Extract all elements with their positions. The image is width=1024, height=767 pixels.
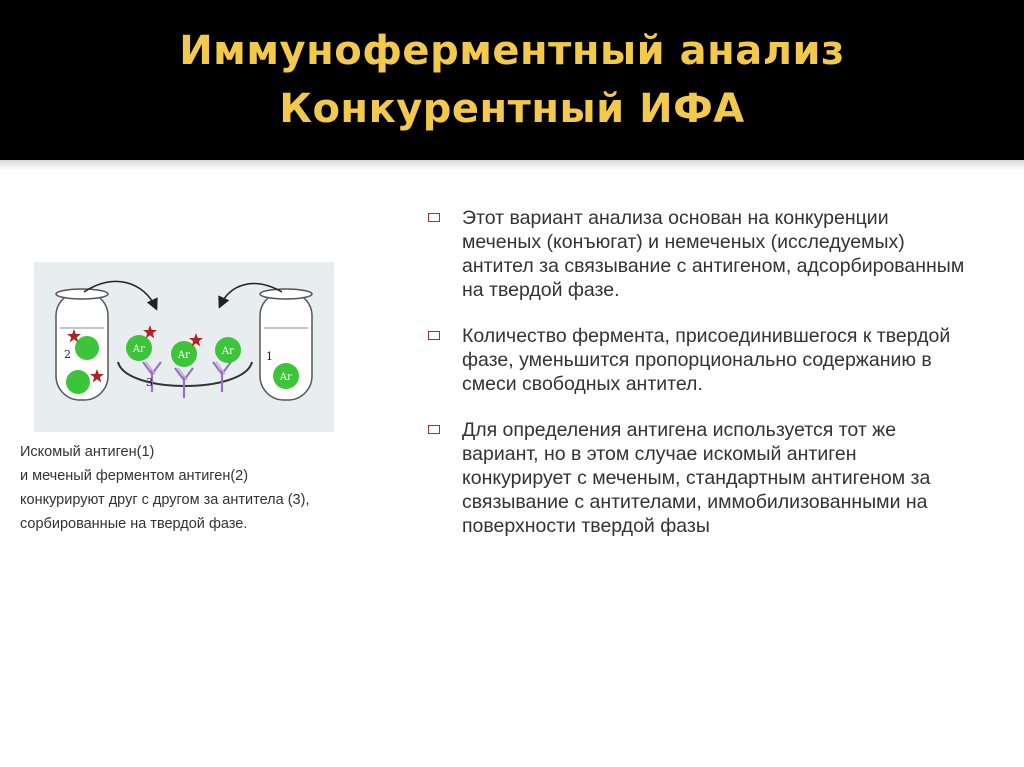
caption-line: конкурируют друг с другом за антитела (3), — [20, 492, 310, 508]
bullet-item — [428, 206, 968, 302]
antigen-label: Аг — [132, 344, 146, 355]
antigen-labeled-1 — [75, 336, 99, 360]
header — [0, 0, 1024, 160]
diagram-caption — [20, 440, 400, 536]
bullet-text: Количество фермента, присоединившегося к твердой фазе, уменьшится пропорционально содержанию в смеси свободных антител. — [462, 325, 951, 395]
bullet-text: Этот вариант анализа основан на конкуренции меченых (конъюгат) и немеченых (исследуемых) антител за связывание с антигеном, адсорбированным на твердой фазе. — [462, 207, 965, 301]
square-bullet-icon — [428, 425, 440, 434]
bullet-item — [428, 418, 968, 538]
title-line-1: Иммуноферментный анализ — [179, 28, 845, 74]
bullet-item — [428, 324, 968, 396]
label-number-3: 3 — [146, 376, 153, 389]
diagram-svg — [34, 262, 334, 432]
bullet-text: Для определения антигена используется тот же вариант, но в этом случае искомый антиген конкурирует с меченым, стандартным антигеном за связывание с антителами, иммобилизованными на поверхности твердой фазы — [462, 419, 931, 537]
caption-line: и меченый ферментом антиген(2) — [20, 468, 249, 484]
antibody-2 — [175, 368, 193, 398]
competitive-elisa-diagram — [34, 262, 334, 432]
bullet-list — [428, 206, 968, 560]
label-number-1: 1 — [266, 350, 273, 363]
caption-line: Искомый антиген(1) — [20, 444, 155, 460]
label-number-2: 2 — [64, 348, 71, 361]
caption-line: сорбированные на твердой фазе. — [20, 516, 248, 532]
antigen-label: Аг — [279, 372, 293, 383]
square-bullet-icon — [428, 213, 440, 222]
antigen-label: Аг — [221, 346, 235, 357]
header-divider — [0, 160, 1024, 170]
title-line-2: Конкурентный ИФА — [279, 86, 745, 132]
enzyme-label-3 — [143, 325, 157, 339]
antibody-3 — [213, 362, 231, 392]
antigen-label: Аг — [177, 350, 191, 361]
square-bullet-icon — [428, 331, 440, 340]
antigen-labeled-2 — [66, 370, 90, 394]
